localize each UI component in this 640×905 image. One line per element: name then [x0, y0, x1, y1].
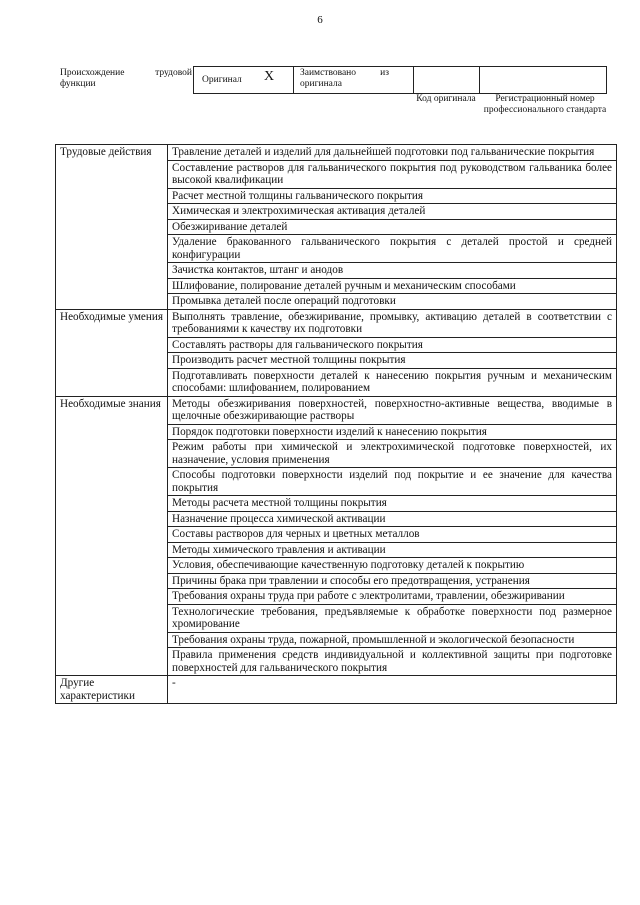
- section-item: Правила применения средств индивидуальной и коллективной защиты при подготовке поверхностей для гальванического покрытия: [168, 648, 617, 676]
- section-item: Причины брака при травлении и способы его предотвращения, устранения: [168, 573, 617, 589]
- code-original-box: [413, 66, 479, 94]
- section-item: Составы растворов для черных и цветных металлов: [168, 527, 617, 543]
- section-item: Условия, обеспечивающие качественную подготовку деталей к покрытию: [168, 558, 617, 574]
- page-number: 6: [317, 14, 323, 26]
- borrowed-box: [293, 66, 413, 94]
- registration-number-caption: Регистрационный номер профессионального стандарта: [483, 94, 607, 115]
- section-item: Травление деталей и изделий для дальнейшей подготовки под гальванические покрытия: [168, 145, 617, 161]
- section-item: Составление растворов для гальванического покрытия под руководством гальваника более высокой квалификации: [168, 160, 617, 188]
- origin-label-line2: функции: [60, 79, 96, 89]
- section-heading: Трудовые действия: [56, 145, 168, 310]
- borrowed-label: Заимствовано оригинала: [300, 68, 357, 89]
- original-mark: X: [264, 69, 275, 84]
- original-label: Оригинал: [202, 75, 242, 85]
- section-item: Технологические требования, предъявляемые к обработке поверхности под размерное хромирование: [168, 604, 617, 632]
- section-item: Методы расчета местной толщины покрытия: [168, 496, 617, 512]
- section-heading: Другие характеристики: [56, 676, 168, 704]
- section-item: Режим работы при химической и электрохимической подготовке поверхностей, их назначение, условия применения: [168, 440, 617, 468]
- section-item: Подготавливать поверхности деталей к нанесению покрытия ручным и механическим способами: шлифованием, полированием: [168, 368, 617, 396]
- origin-label: [60, 68, 192, 90]
- code-original-caption: Код оригинала: [416, 94, 476, 104]
- section-item: Порядок подготовки поверхности изделий к нанесению покрытия: [168, 424, 617, 440]
- section-heading: Необходимые умения: [56, 309, 168, 396]
- table-row: [56, 145, 617, 161]
- borrowed-from-label: из: [380, 68, 389, 78]
- section-item: Промывка деталей после операций подготовки: [168, 294, 617, 310]
- section-item: Удаление бракованного гальванического покрытия с деталей простой и средней конфигурации: [168, 235, 617, 263]
- section-item: Назначение процесса химической активации: [168, 511, 617, 527]
- section-item: Химическая и электрохимическая активация деталей: [168, 204, 617, 220]
- table-row: [56, 309, 617, 337]
- section-item: Составлять растворы для гальванического покрытия: [168, 337, 617, 353]
- section-item: Методы химического травления и активации: [168, 542, 617, 558]
- section-item: Шлифование, полирование деталей ручным и механическим способами: [168, 278, 617, 294]
- section-item: -: [168, 676, 617, 704]
- section-item: Зачистка контактов, штанг и анодов: [168, 263, 617, 279]
- section-heading: Необходимые знания: [56, 396, 168, 676]
- section-item: Обезжиривание деталей: [168, 219, 617, 235]
- function-table: [55, 144, 617, 704]
- table-row: [56, 396, 617, 424]
- section-item: Расчет местной толщины гальванического покрытия: [168, 188, 617, 204]
- table-row: [56, 676, 617, 704]
- section-item: Методы обезжиривания поверхностей, поверхностно-активные вещества, вводимые в щелочные обезжиривающие растворы: [168, 396, 617, 424]
- section-item: Выполнять травление, обезжиривание, промывку, активацию деталей в соответствии с требованиями к качеству их подготовки: [168, 309, 617, 337]
- origin-label-line1: Происхождение трудовой: [60, 68, 192, 78]
- section-item: Требования охраны труда при работе с электролитами, травлении, обезжиривании: [168, 589, 617, 605]
- registration-number-box: [479, 66, 607, 94]
- section-item: Требования охраны труда, пожарной, промышленной и экологической безопасности: [168, 632, 617, 648]
- section-item: Способы подготовки поверхности изделий под покрытие и ее значение для качества покрытия: [168, 468, 617, 496]
- section-item: Производить расчет местной толщины покрытия: [168, 353, 617, 369]
- original-box: [193, 66, 293, 94]
